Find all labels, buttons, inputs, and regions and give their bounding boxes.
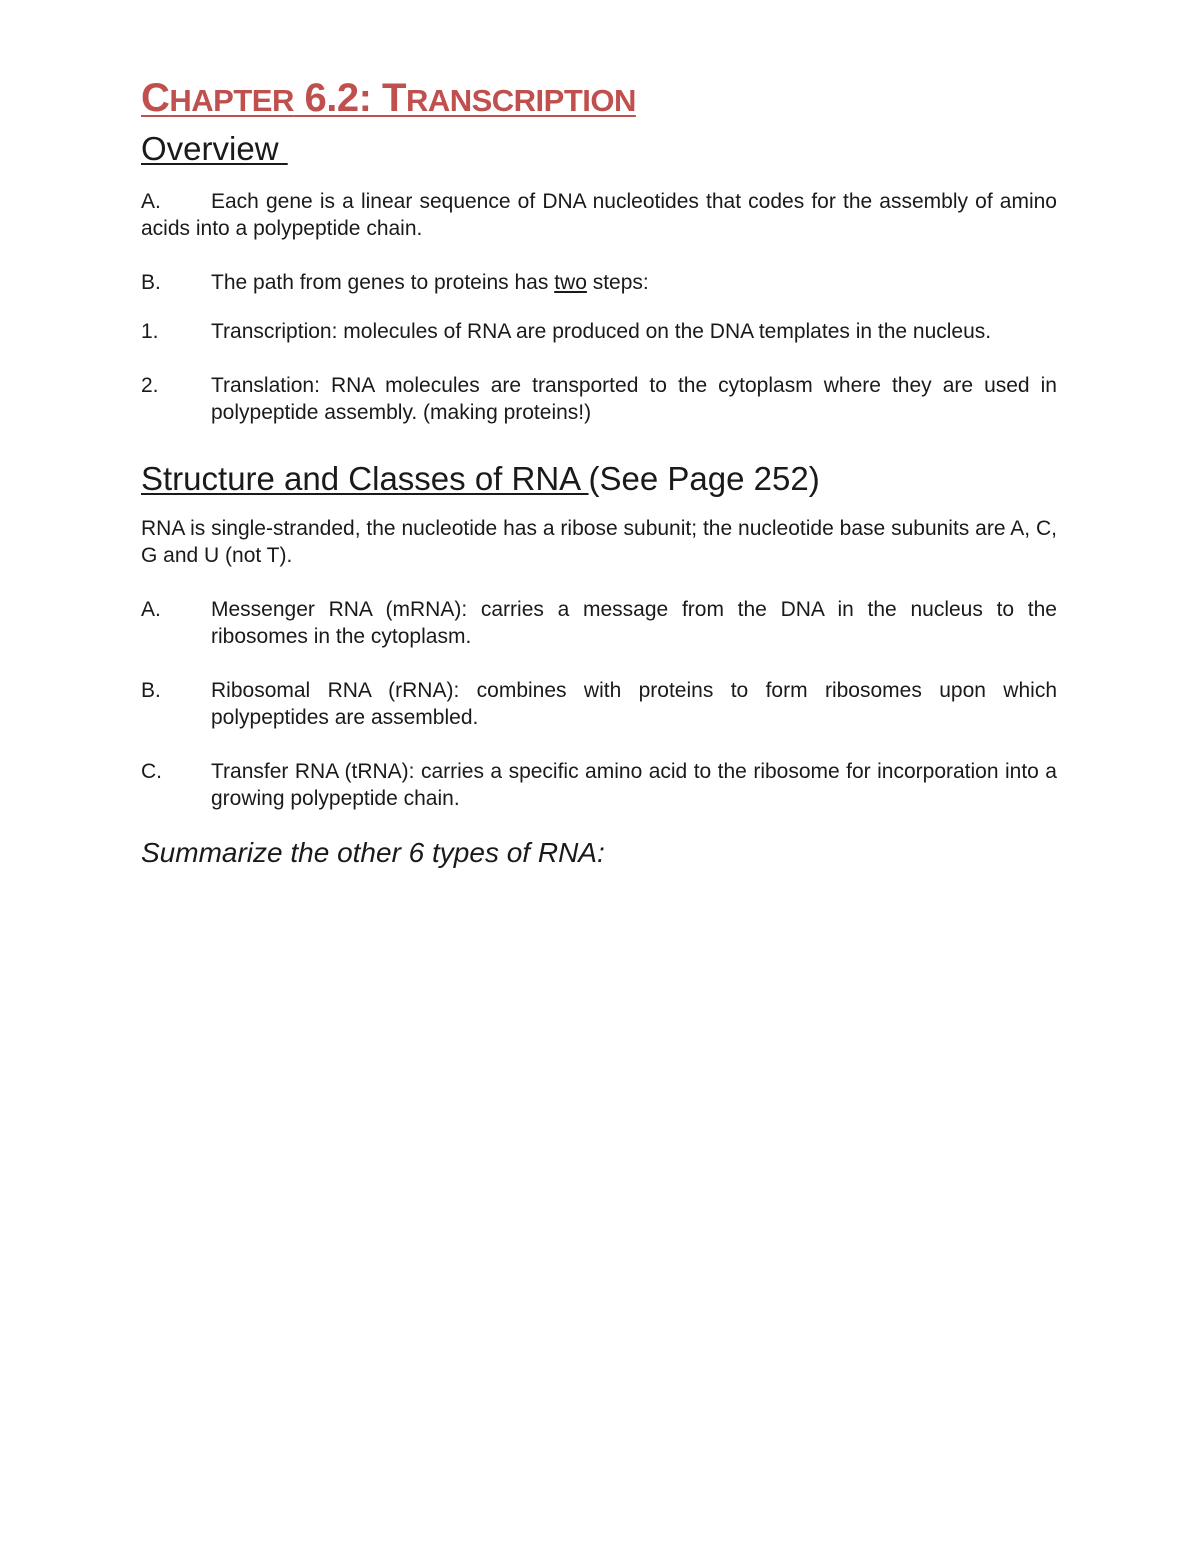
item-text: Transcription: molecules of RNA are produced on the DNA templates in the nucleus.	[211, 320, 992, 343]
overview-item-a	[141, 188, 1057, 242]
overview-item-b	[141, 269, 1057, 296]
item-text: Translation: RNA molecules are transported to the cytoplasm where they are used in polypeptide assembly. (making proteins!)	[211, 374, 1057, 424]
item-text: Messenger RNA (mRNA): carries a message from the DNA in the nucleus to the ribosomes in the cytoplasm.	[211, 598, 1057, 648]
item-text: The path from genes to proteins has two steps:	[211, 271, 649, 294]
emphasis-two: two	[554, 271, 587, 294]
item-marker: C.	[141, 760, 162, 783]
item-marker: 1.	[141, 320, 159, 343]
item-marker: A.	[141, 598, 161, 621]
item-text: Ribosomal RNA (rRNA): combines with proteins to form ribosomes upon which polypeptides are assembled.	[211, 679, 1057, 729]
structure-heading: Structure and Classes of RNA (See Page 252)	[141, 460, 820, 497]
step-item	[141, 372, 1057, 426]
rna-class-item	[141, 758, 1057, 812]
rna-intro-paragraph: RNA is single-stranded, the nucleotide has a ribose subunit; the nucleotide base subunits are A, C, G and U (not T).	[141, 517, 1057, 567]
chapter-title: CHAPTER 6.2: TRANSCRIPTION	[141, 76, 636, 120]
step-item	[141, 318, 1057, 345]
item-marker: B.	[141, 679, 161, 702]
item-text: Transfer RNA (tRNA): carries a specific amino acid to the ribosome for incorporation into a growing polypeptide chain.	[211, 760, 1057, 810]
rna-class-item	[141, 596, 1057, 650]
rna-class-item	[141, 677, 1057, 731]
document-page	[141, 72, 1057, 870]
summarize-prompt: Summarize the other 6 types of RNA:	[141, 837, 605, 868]
item-marker: 2.	[141, 374, 159, 397]
item-marker: A.	[141, 190, 161, 213]
overview-heading: Overview	[141, 130, 288, 167]
item-marker: B.	[141, 271, 161, 294]
item-text: Each gene is a linear sequence of DNA nucleotides that codes for the assembly of amino acids into a polypeptide chain.	[141, 190, 1057, 240]
